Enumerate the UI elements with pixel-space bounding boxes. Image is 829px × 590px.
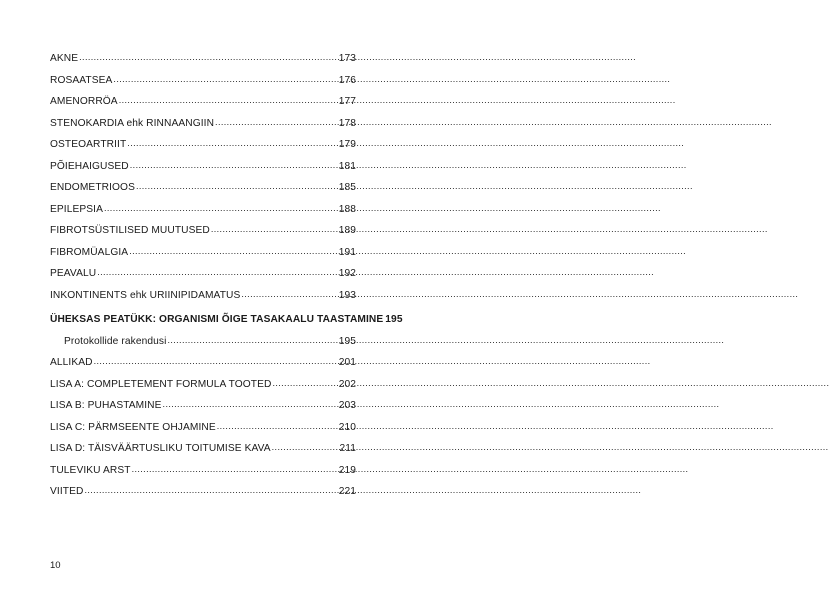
toc-entry-label: LISA B: PUHASTAMINE — [50, 400, 162, 411]
toc-entry-page: 201 — [338, 357, 356, 368]
toc-entry-peavalu — [50, 266, 356, 288]
dot-leader — [130, 159, 338, 169]
toc-entry-label: OSTEOARTRIIT — [50, 139, 127, 150]
dot-leader — [211, 223, 338, 233]
toc-entry-page: 189 — [338, 225, 356, 236]
toc-entry-page: 173 — [338, 53, 356, 64]
dot-leader — [94, 355, 338, 365]
toc-entry-stenokardia — [50, 116, 356, 138]
table-of-contents — [50, 51, 403, 506]
toc-entry-protokollide — [50, 334, 356, 356]
toc-entry-inkontinents — [50, 288, 356, 310]
dot-leader — [129, 245, 338, 255]
toc-entry-osteoartriit — [50, 137, 356, 159]
toc-entry-label: LISA C: PÄRMSEENTE OHJAMINE — [50, 421, 216, 433]
toc-entry-label: TULEVIKU ARST — [50, 464, 131, 476]
toc-entry-rosaatsea — [50, 73, 356, 95]
toc-entry-label: ALLIKAD — [50, 357, 93, 368]
dot-leader — [272, 377, 337, 387]
toc-entry-amenorroa — [50, 94, 356, 116]
toc-entry-lisa-a — [50, 377, 356, 399]
dot-leader — [119, 94, 338, 104]
toc-entry-label: INKONTINENTS ehk URIINIPIDAMATUS — [50, 289, 241, 301]
toc-entry-label: FIBROMÜALGIA — [50, 246, 129, 258]
dot-leader — [104, 202, 338, 212]
dot-leader — [79, 51, 338, 61]
dot-leader — [132, 463, 338, 473]
toc-entry-page: 203 — [338, 400, 356, 411]
toc-entry-fibrotsustilised — [50, 223, 356, 245]
toc-entry-page: 192 — [338, 268, 356, 279]
toc-entry-page: 176 — [338, 74, 356, 86]
toc-entry-viited — [50, 484, 356, 506]
toc-entry-label: PEAVALU — [50, 268, 97, 279]
toc-entry-epilepsia — [50, 202, 356, 224]
toc-entry-page: 188 — [338, 203, 356, 215]
toc-entry-label: STENOKARDIA ehk RINNAANGIIN — [50, 117, 215, 129]
toc-entry-label: AMENORRÖA — [50, 96, 118, 107]
toc-entry-lisa-d — [50, 441, 356, 463]
toc-entry-label: PÕIEHAIGUSED — [50, 160, 129, 172]
toc-entry-label: ENDOMETRIOOS — [50, 182, 135, 193]
toc-entry-label: ÜHEKSAS PEATÜKK: ORGANISMI ÕIGE TASAKAALU TAASTAMINE — [50, 314, 384, 325]
toc-entry-label: ROSAATSEA — [50, 74, 113, 86]
dot-leader — [136, 180, 338, 190]
toc-entry-page: 191 — [338, 246, 356, 258]
toc-entry-akne — [50, 51, 356, 73]
toc-entry-label: AKNE — [50, 53, 79, 64]
toc-entry-lisa-c — [50, 420, 356, 442]
dot-leader — [113, 73, 337, 83]
dot-leader — [84, 484, 337, 494]
toc-entry-label: FIBROTSÜSTILISED MUUTUSED — [50, 225, 210, 236]
toc-entry-label: LISA A: COMPLETEMENT FORMULA TOOTED — [50, 378, 272, 390]
toc-entry-page: 210 — [338, 421, 356, 433]
toc-entry-tuleviku-arst — [50, 463, 356, 485]
dot-leader — [215, 116, 338, 126]
toc-entry-label: EPILEPSIA — [50, 203, 103, 215]
dot-leader — [97, 266, 338, 276]
toc-entry-page: 181 — [338, 160, 356, 172]
dot-leader — [217, 420, 338, 430]
toc-entry-label: VIITED — [50, 486, 84, 497]
toc-entry-lisa-b — [50, 398, 356, 420]
dot-leader — [163, 398, 338, 408]
toc-entry-label: Protokollide rakendusi — [64, 335, 167, 347]
toc-entry-poiehaigused — [50, 159, 356, 181]
toc-entry-page: 178 — [338, 117, 356, 129]
page-number: 10 — [50, 560, 61, 571]
toc-entry-fibromualgia — [50, 245, 356, 267]
toc-entry-page: 211 — [339, 443, 356, 454]
toc-entry-page: 193 — [338, 289, 356, 301]
dot-leader — [272, 441, 339, 451]
toc-entry-page: 185 — [338, 182, 356, 193]
dot-leader — [241, 288, 337, 298]
toc-entry-page: 195 — [385, 314, 403, 325]
dot-leader — [127, 137, 337, 147]
toc-entry-page: 202 — [338, 378, 356, 390]
toc-entry-page: 179 — [338, 139, 356, 150]
toc-entry-page: 221 — [338, 486, 356, 497]
toc-entry-page: 177 — [338, 96, 356, 107]
toc-entry-allikad — [50, 355, 356, 377]
toc-entry-page: 219 — [338, 464, 356, 476]
toc-entry-endometrioos — [50, 180, 356, 202]
toc-entry-label: LISA D: TÄISVÄÄRTUSLIKU TOITUMISE KAVA — [50, 443, 271, 454]
toc-chapter-heading — [50, 312, 403, 334]
dot-leader — [167, 334, 337, 344]
toc-entry-page: 195 — [338, 335, 356, 347]
